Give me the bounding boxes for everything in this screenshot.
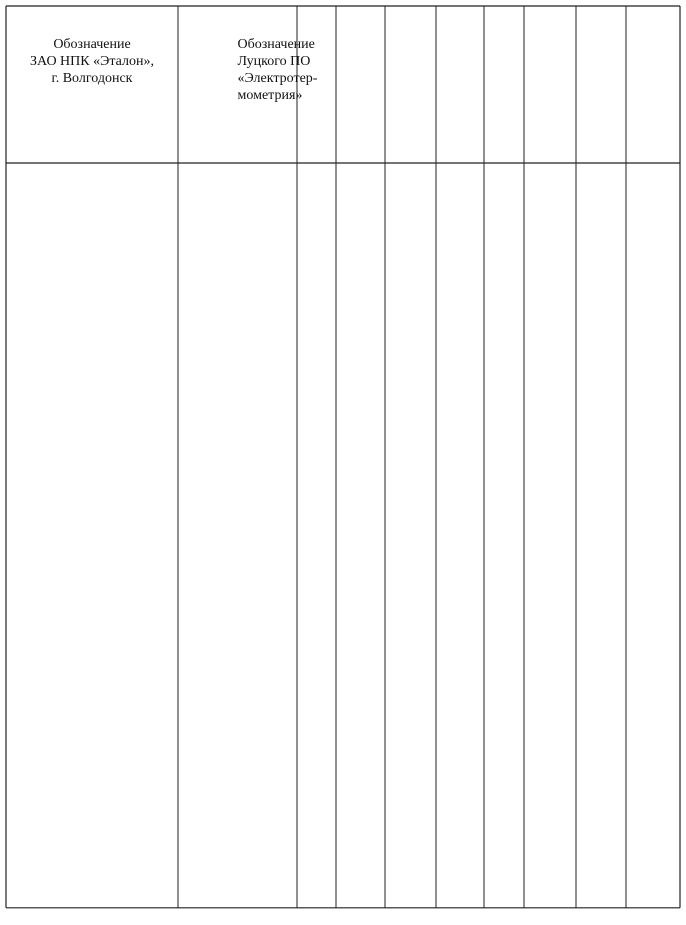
header-designation-lutsk: мометрия»	[237, 88, 303, 103]
header-designation-lutsk: «Электротер-	[237, 71, 318, 86]
header-designation-etalon: г. Волгодонск	[51, 71, 133, 86]
header-designation-etalon: Обозначение	[53, 37, 131, 52]
header-designation-lutsk: Луцкого ПО	[237, 54, 311, 69]
header-designation-lutsk: Обозначение	[237, 37, 315, 52]
header-designation-etalon: ЗАО НПК «Эталон»,	[30, 54, 154, 69]
